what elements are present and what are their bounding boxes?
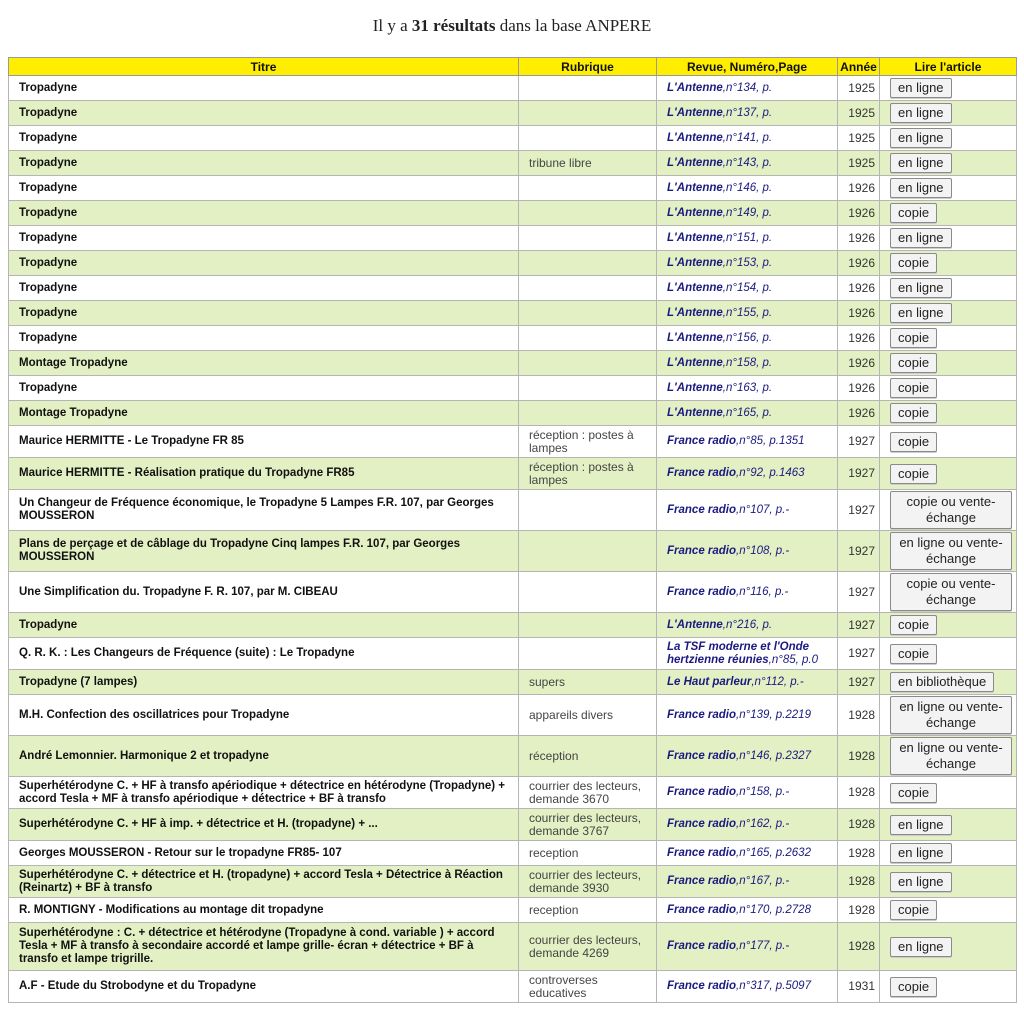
cell-titre: Tropadyne (9, 276, 519, 301)
revue-name-link[interactable]: L'Antenne (667, 331, 723, 344)
cell-rubrique: controverses educatives (519, 971, 657, 1003)
cell-lire (880, 572, 1017, 613)
table-row (9, 458, 1017, 490)
table-row (9, 898, 1017, 923)
cell-rubrique: reception (519, 841, 657, 866)
cell-revue[interactable] (657, 201, 838, 226)
cell-lire (880, 176, 1017, 201)
cell-annee: 1927 (838, 531, 880, 572)
table-row (9, 326, 1017, 351)
lire-article-button[interactable]: en ligne (890, 103, 952, 123)
revue-ref: ,n°92, p.1463 (736, 467, 805, 479)
lire-article-button[interactable]: en ligne ou vente-échange (890, 696, 1012, 734)
revue-ref: ,n°153, p. (722, 256, 773, 269)
cell-annee: 1927 (838, 613, 880, 638)
table-row (9, 490, 1017, 531)
cell-revue[interactable] (657, 151, 838, 176)
cell-rubrique (519, 351, 657, 376)
table-body (9, 76, 1017, 1003)
revue-ref: ,n°112, p.- (751, 675, 804, 688)
results-heading (0, 0, 1024, 42)
cell-rubrique (519, 76, 657, 101)
cell-revue[interactable] (657, 351, 838, 376)
lire-article-button[interactable]: en ligne (890, 872, 952, 892)
cell-titre: Tropadyne (9, 376, 519, 401)
revue-name-link[interactable]: France radio (667, 503, 737, 516)
cell-annee: 1926 (838, 176, 880, 201)
lire-article-button[interactable]: en ligne (890, 843, 952, 863)
cell-revue[interactable] (657, 898, 838, 923)
cell-rubrique: réception : postes à lampes (519, 458, 657, 490)
cell-annee: 1928 (838, 777, 880, 809)
cell-revue[interactable] (657, 670, 838, 695)
table-header-row (9, 58, 1017, 76)
revue-name-link[interactable]: L'Antenne (667, 356, 723, 369)
revue-name-link[interactable]: France radio (667, 544, 737, 557)
table-row (9, 226, 1017, 251)
cell-annee: 1925 (838, 101, 880, 126)
lire-article-button[interactable]: en ligne ou vente-échange (890, 737, 1012, 775)
cell-lire (880, 695, 1017, 736)
cell-lire (880, 809, 1017, 841)
cell-rubrique (519, 326, 657, 351)
table-row (9, 301, 1017, 326)
cell-annee: 1925 (838, 151, 880, 176)
cell-rubrique (519, 126, 657, 151)
cell-revue[interactable] (657, 613, 838, 638)
cell-titre: R. MONTIGNY - Modifications au montage dit tropadyne (9, 898, 519, 923)
cell-lire (880, 376, 1017, 401)
cell-rubrique (519, 490, 657, 531)
lire-article-button[interactable]: en ligne (890, 937, 952, 957)
cell-revue[interactable] (657, 841, 838, 866)
results-table (8, 57, 1017, 1003)
lire-article-button[interactable]: copie (890, 977, 937, 997)
cell-rubrique: appareils divers (519, 695, 657, 736)
cell-revue[interactable] (657, 531, 838, 572)
cell-lire (880, 458, 1017, 490)
table-row (9, 351, 1017, 376)
cell-lire (880, 101, 1017, 126)
cell-annee: 1925 (838, 76, 880, 101)
revue-ref: ,n°108, p.- (736, 544, 790, 557)
revue-name-link[interactable]: L'Antenne (667, 281, 723, 294)
revue-name-link[interactable]: L'Antenne (667, 206, 723, 219)
header-titre: Titre (9, 58, 519, 76)
table-row (9, 531, 1017, 572)
cell-lire (880, 531, 1017, 572)
lire-article-button[interactable]: en ligne (890, 153, 952, 173)
cell-revue[interactable] (657, 126, 838, 151)
lire-article-button[interactable]: en bibliothèque (890, 672, 994, 692)
revue-ref: ,n°134, p. (722, 81, 773, 94)
cell-revue[interactable] (657, 226, 838, 251)
revue-name-link[interactable]: L'Antenne (667, 306, 723, 319)
cell-titre: André Lemonnier. Harmonique 2 et tropadyne (9, 736, 519, 777)
lire-article-button[interactable]: copie (890, 432, 937, 452)
cell-rubrique (519, 531, 657, 572)
header-annee: Année (838, 58, 880, 76)
cell-lire (880, 326, 1017, 351)
cell-revue[interactable] (657, 572, 838, 613)
revue-name-link[interactable]: France radio (667, 435, 737, 447)
cell-titre: Superhétérodyne C. + HF à transfo apériodique + détectrice en hétérodyne (Tropadyne) + accord Tesla + MF à transfo apériodique + détectrice + BF à transfo (9, 777, 519, 809)
cell-annee: 1926 (838, 226, 880, 251)
cell-annee: 1927 (838, 458, 880, 490)
revue-ref: ,n°85, p.0 (768, 653, 818, 666)
cell-annee: 1928 (838, 866, 880, 898)
cell-rubrique (519, 376, 657, 401)
cell-annee: 1926 (838, 376, 880, 401)
cell-annee: 1928 (838, 923, 880, 971)
cell-lire (880, 76, 1017, 101)
revue-ref: ,n°216, p. (722, 618, 773, 631)
revue-name-link[interactable]: France radio (667, 786, 737, 798)
cell-rubrique: reception (519, 898, 657, 923)
table-row (9, 841, 1017, 866)
revue-ref: ,n°137, p. (722, 106, 773, 119)
cell-titre: Montage Tropadyne (9, 401, 519, 426)
cell-rubrique: courrier des lecteurs, demande 3930 (519, 866, 657, 898)
cell-revue[interactable] (657, 866, 838, 898)
cell-lire (880, 971, 1017, 1003)
cell-titre: M.H. Confection des oscillatrices pour Tropadyne (9, 695, 519, 736)
header-lire: Lire l'article (880, 58, 1017, 76)
lire-article-button[interactable]: copie (890, 464, 937, 484)
cell-rubrique: réception : postes à lampes (519, 426, 657, 458)
cell-annee: 1927 (838, 638, 880, 670)
revue-ref: ,n°158, p.- (736, 786, 790, 798)
cell-rubrique (519, 301, 657, 326)
lire-article-button[interactable]: copie ou vente-échange (890, 491, 1012, 529)
cell-rubrique (519, 226, 657, 251)
table-row (9, 76, 1017, 101)
cell-titre: Maurice HERMITTE - Réalisation pratique du Tropadyne FR85 (9, 458, 519, 490)
cell-annee: 1927 (838, 490, 880, 531)
cell-annee: 1926 (838, 251, 880, 276)
cell-titre: Tropadyne (9, 613, 519, 638)
lire-article-button[interactable]: copie (890, 783, 937, 803)
cell-revue[interactable] (657, 638, 838, 670)
cell-rubrique (519, 251, 657, 276)
cell-titre: Tropadyne (7 lampes) (9, 670, 519, 695)
cell-rubrique: tribune libre (519, 151, 657, 176)
table-row (9, 971, 1017, 1003)
table-row (9, 251, 1017, 276)
revue-ref: ,n°107, p.- (736, 503, 790, 516)
cell-titre: Superhétérodyne C. + détectrice et H. (tropadyne) + accord Tesla + Détectrice à Réaction (Reinartz) + BF à transfo (9, 866, 519, 898)
cell-rubrique (519, 613, 657, 638)
cell-annee: 1926 (838, 351, 880, 376)
revue-name-link[interactable]: France radio (667, 980, 737, 992)
cell-lire (880, 841, 1017, 866)
revue-name-link[interactable]: L'Antenne (667, 256, 723, 269)
cell-lire (880, 898, 1017, 923)
revue-ref: ,n°158, p. (722, 356, 773, 369)
lire-article-button[interactable]: copie (890, 203, 937, 223)
lire-article-button[interactable]: copie (890, 900, 937, 920)
cell-revue[interactable] (657, 923, 838, 971)
cell-lire (880, 226, 1017, 251)
cell-titre: Tropadyne (9, 326, 519, 351)
table-row (9, 866, 1017, 898)
cell-rubrique (519, 276, 657, 301)
cell-annee: 1928 (838, 898, 880, 923)
cell-revue[interactable] (657, 376, 838, 401)
revue-name-link[interactable]: L'Antenne (667, 181, 723, 194)
table-row (9, 426, 1017, 458)
table-row (9, 176, 1017, 201)
cell-lire (880, 276, 1017, 301)
table-row (9, 276, 1017, 301)
revue-name-link[interactable]: France radio (667, 846, 737, 859)
cell-annee: 1927 (838, 426, 880, 458)
lire-article-button[interactable]: en ligne ou vente-échange (890, 532, 1012, 570)
lire-article-button[interactable]: en ligne (890, 178, 952, 198)
revue-name-link[interactable]: France radio (667, 467, 737, 479)
cell-revue[interactable] (657, 971, 838, 1003)
table-row (9, 376, 1017, 401)
lire-article-button[interactable]: copie (890, 615, 937, 635)
cell-annee: 1928 (838, 841, 880, 866)
revue-name-link[interactable]: La TSF moderne et l'Onde hertzienne réunies (667, 640, 810, 666)
table-row (9, 670, 1017, 695)
cell-rubrique: courrier des lecteurs, demande 3767 (519, 809, 657, 841)
cell-titre: Q. R. K. : Les Changeurs de Fréquence (suite) : Le Tropadyne (9, 638, 519, 670)
cell-annee: 1926 (838, 326, 880, 351)
cell-annee: 1925 (838, 126, 880, 151)
cell-titre: Superhétérodyne : C. + détectrice et hétérodyne (Tropadyne à cond. variable ) + accord Tesla + MF à transfo à secondaire accordé et lampe grille- écran + détectrice + BF à transfo et lampe trigrille. (9, 923, 519, 971)
cell-titre: Plans de perçage et de câblage du Tropadyne Cinq lampes F.R. 107, par Georges MOUSSERON (9, 531, 519, 572)
revue-name-link[interactable]: L'Antenne (667, 231, 723, 244)
cell-lire (880, 736, 1017, 777)
table-row (9, 736, 1017, 777)
table-row (9, 101, 1017, 126)
cell-annee: 1927 (838, 670, 880, 695)
table-row (9, 613, 1017, 638)
cell-revue[interactable] (657, 777, 838, 809)
revue-ref: ,n°177, p.- (736, 940, 790, 952)
cell-titre: Tropadyne (9, 226, 519, 251)
cell-titre: Une Simplification du. Tropadyne F. R. 107, par M. CIBEAU (9, 572, 519, 613)
lire-article-button[interactable]: copie ou vente-échange (890, 573, 1012, 611)
revue-ref: ,n°149, p. (722, 206, 773, 219)
cell-annee: 1927 (838, 572, 880, 613)
lire-article-button[interactable]: copie (890, 328, 937, 348)
cell-lire (880, 426, 1017, 458)
lire-article-button[interactable]: copie (890, 253, 937, 273)
cell-rubrique (519, 572, 657, 613)
heading-suffix: dans la base ANPERE (499, 16, 652, 35)
lire-article-button[interactable]: copie (890, 644, 937, 664)
revue-name-link[interactable]: France radio (667, 708, 737, 721)
cell-annee: 1928 (838, 736, 880, 777)
lire-article-button[interactable]: copie (890, 378, 937, 398)
cell-revue[interactable] (657, 251, 838, 276)
cell-titre: Maurice HERMITTE - Le Tropadyne FR 85 (9, 426, 519, 458)
revue-name-link[interactable]: France radio (667, 749, 737, 762)
cell-revue[interactable] (657, 176, 838, 201)
cell-lire (880, 126, 1017, 151)
cell-lire (880, 923, 1017, 971)
table-row (9, 572, 1017, 613)
cell-titre: A.F - Etude du Strobodyne et du Tropadyne (9, 971, 519, 1003)
revue-name-link[interactable]: France radio (667, 818, 737, 830)
cell-lire (880, 670, 1017, 695)
cell-rubrique (519, 176, 657, 201)
revue-name-link[interactable]: L'Antenne (667, 81, 723, 94)
revue-ref: ,n°156, p. (722, 331, 773, 344)
cell-lire (880, 490, 1017, 531)
lire-article-button[interactable]: copie (890, 353, 937, 373)
table-row (9, 201, 1017, 226)
revue-name-link[interactable]: L'Antenne (667, 106, 723, 119)
cell-titre: Georges MOUSSERON - Retour sur le tropadyne FR85- 107 (9, 841, 519, 866)
revue-name-link[interactable]: L'Antenne (667, 156, 723, 169)
cell-titre: Tropadyne (9, 101, 519, 126)
revue-ref: ,n°162, p.- (736, 818, 790, 830)
cell-lire (880, 401, 1017, 426)
revue-name-link[interactable]: France radio (667, 940, 737, 952)
lire-article-button[interactable]: copie (890, 403, 937, 423)
cell-revue[interactable] (657, 326, 838, 351)
revue-ref: ,n°155, p. (722, 306, 773, 319)
revue-ref: ,n°139, p.2219 (736, 708, 811, 721)
revue-ref: ,n°85, p.1351 (736, 435, 805, 447)
cell-lire (880, 777, 1017, 809)
revue-name-link[interactable]: L'Antenne (667, 381, 723, 394)
cell-revue[interactable] (657, 490, 838, 531)
cell-rubrique (519, 201, 657, 226)
lire-article-button[interactable]: en ligne (890, 815, 952, 835)
cell-titre: Un Changeur de Fréquence économique, le Tropadyne 5 Lampes F.R. 107, par Georges MOUSSERON (9, 490, 519, 531)
cell-titre: Tropadyne (9, 176, 519, 201)
cell-revue[interactable] (657, 301, 838, 326)
cell-lire (880, 251, 1017, 276)
lire-article-button[interactable]: en ligne (890, 78, 952, 98)
cell-lire (880, 638, 1017, 670)
cell-lire (880, 301, 1017, 326)
cell-annee: 1926 (838, 276, 880, 301)
cell-lire (880, 201, 1017, 226)
cell-lire (880, 351, 1017, 376)
cell-annee: 1928 (838, 695, 880, 736)
cell-annee: 1931 (838, 971, 880, 1003)
revue-name-link[interactable]: France radio (667, 875, 737, 887)
cell-annee: 1926 (838, 401, 880, 426)
revue-ref: ,n°116, p.- (736, 585, 789, 598)
revue-ref: ,n°154, p. (722, 281, 773, 294)
header-revue: Revue, Numéro,Page (657, 58, 838, 76)
result-count: 31 résultats (411, 16, 496, 35)
revue-ref: ,n°141, p. (722, 131, 773, 144)
table-row (9, 809, 1017, 841)
cell-titre: Montage Tropadyne (9, 351, 519, 376)
cell-titre: Superhétérodyne C. + HF à imp. + détectrice et H. (tropadyne) + ... (9, 809, 519, 841)
revue-name-link[interactable]: L'Antenne (667, 131, 723, 144)
revue-ref: ,n°165, p.2632 (736, 846, 811, 859)
cell-lire (880, 613, 1017, 638)
lire-article-button[interactable]: en ligne (890, 303, 952, 323)
lire-article-button[interactable]: en ligne (890, 278, 952, 298)
cell-revue[interactable] (657, 458, 838, 490)
revue-ref: ,n°151, p. (722, 231, 773, 244)
cell-revue[interactable] (657, 426, 838, 458)
table-row (9, 126, 1017, 151)
cell-titre: Tropadyne (9, 151, 519, 176)
cell-annee: 1926 (838, 301, 880, 326)
header-rubrique: Rubrique (519, 58, 657, 76)
revue-name-link[interactable]: France radio (667, 585, 737, 598)
revue-ref: ,n°143, p. (722, 156, 773, 169)
cell-annee: 1926 (838, 201, 880, 226)
table-row (9, 777, 1017, 809)
revue-ref: ,n°167, p.- (736, 875, 790, 887)
table-row (9, 923, 1017, 971)
cell-rubrique: réception (519, 736, 657, 777)
lire-article-button[interactable]: en ligne (890, 128, 952, 148)
cell-rubrique (519, 638, 657, 670)
revue-ref: ,n°165, p. (722, 406, 773, 419)
cell-titre: Tropadyne (9, 76, 519, 101)
table-row (9, 401, 1017, 426)
table-row (9, 695, 1017, 736)
revue-name-link[interactable]: France radio (667, 903, 737, 916)
cell-revue[interactable] (657, 101, 838, 126)
cell-rubrique (519, 401, 657, 426)
cell-rubrique: courrier des lecteurs, demande 4269 (519, 923, 657, 971)
revue-ref: ,n°146, p.2327 (736, 749, 811, 762)
cell-rubrique (519, 101, 657, 126)
cell-revue[interactable] (657, 736, 838, 777)
cell-revue[interactable] (657, 401, 838, 426)
revue-name-link[interactable]: Le Haut parleur (667, 675, 752, 688)
revue-ref: ,n°170, p.2728 (736, 903, 811, 916)
cell-titre: Tropadyne (9, 251, 519, 276)
table-row (9, 151, 1017, 176)
cell-titre: Tropadyne (9, 301, 519, 326)
cell-revue[interactable] (657, 276, 838, 301)
cell-revue[interactable] (657, 809, 838, 841)
cell-annee: 1928 (838, 809, 880, 841)
revue-ref: ,n°163, p. (722, 381, 773, 394)
revue-ref: ,n°317, p.5097 (736, 980, 811, 992)
cell-rubrique: supers (519, 670, 657, 695)
cell-lire (880, 151, 1017, 176)
cell-rubrique: courrier des lecteurs, demande 3670 (519, 777, 657, 809)
cell-lire (880, 866, 1017, 898)
revue-name-link[interactable]: L'Antenne (667, 406, 723, 419)
table-row (9, 638, 1017, 670)
cell-titre: Tropadyne (9, 126, 519, 151)
cell-titre: Tropadyne (9, 201, 519, 226)
cell-revue[interactable] (657, 76, 838, 101)
cell-revue[interactable] (657, 695, 838, 736)
heading-prefix: Il y a (372, 16, 408, 35)
revue-ref: ,n°146, p. (722, 181, 773, 194)
revue-name-link[interactable]: L'Antenne (667, 618, 723, 631)
lire-article-button[interactable]: en ligne (890, 228, 952, 248)
